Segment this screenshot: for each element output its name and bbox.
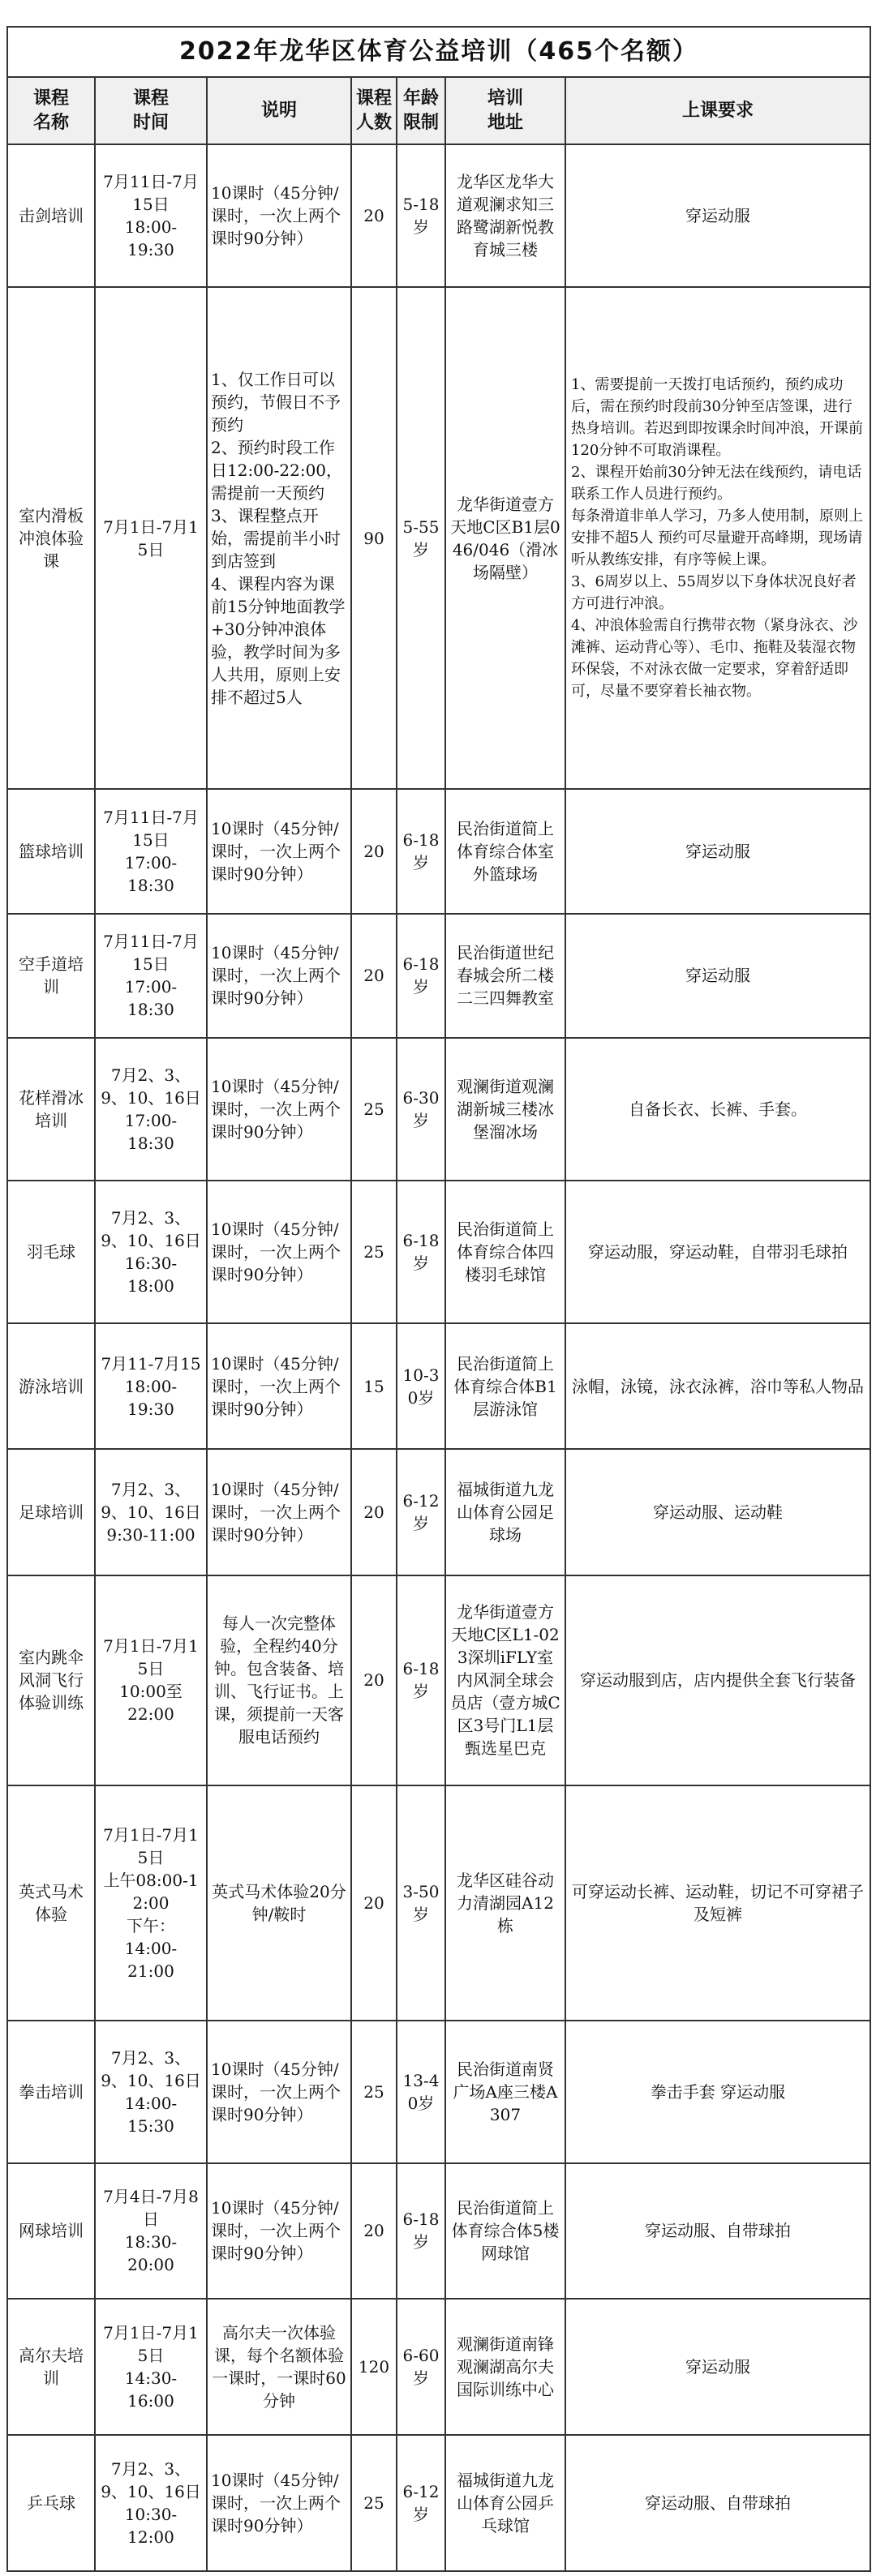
cell-course-time: 7月2、3、9、10、16日 14:00- 15:30	[95, 2021, 207, 2163]
cell-headcount: 20	[351, 1449, 397, 1575]
cell-requirements: 自备长衣、长裤、手套。	[565, 1038, 870, 1181]
header-row	[7, 77, 870, 144]
cell-description: 英式马术体验20分钟/鞍时	[207, 1785, 351, 2021]
cell-requirements: 穿运动服	[565, 789, 870, 913]
cell-address: 福城街道九龙山体育公园乒乓球馆	[445, 2435, 565, 2571]
cell-address: 观澜街道南锋观澜湖高尔夫国际训练中心	[445, 2299, 565, 2435]
cell-headcount: 25	[351, 1038, 397, 1181]
cell-course-time: 7月4日-7月8日 18:30- 20:00	[95, 2163, 207, 2300]
cell-course-time: 7月1日-7月15日	[95, 287, 207, 789]
cell-description: 10课时（45分钟/课时，一次上两个课时90分钟）	[207, 1038, 351, 1181]
header-course-name: 课程 名称	[7, 77, 95, 144]
table-row	[7, 2163, 870, 2300]
header-requirements: 上课要求	[565, 77, 870, 144]
cell-course-time: 7月11日-7月15日 17:00- 18:30	[95, 789, 207, 913]
cell-address: 龙华区龙华大道观澜求知三路鹭湖新悦教育城三楼	[445, 144, 565, 287]
table-row	[7, 144, 870, 287]
table-row	[7, 1323, 870, 1449]
cell-age-limit: 5-18岁	[397, 144, 445, 287]
cell-headcount: 20	[351, 144, 397, 287]
cell-description: 10课时（45分钟/课时，一次上两个课时90分钟）	[207, 789, 351, 913]
table-row	[7, 914, 870, 1038]
cell-age-limit: 10-30岁	[397, 1323, 445, 1449]
header-course-time: 课程 时间	[95, 77, 207, 144]
table-row	[7, 2435, 870, 2571]
table-row	[7, 1575, 870, 1785]
cell-course-name: 室内跳伞风洞飞行体验训练	[7, 1575, 95, 1785]
table-row	[7, 2021, 870, 2163]
cell-age-limit: 6-18岁	[397, 1181, 445, 1323]
cell-course-time: 7月1日-7月15日 14:30- 16:00	[95, 2299, 207, 2435]
cell-age-limit: 6-12岁	[397, 2435, 445, 2571]
table-row	[7, 2299, 870, 2435]
cell-headcount: 25	[351, 2021, 397, 2163]
cell-address: 福城街道九龙山体育公园足球场	[445, 1449, 565, 1575]
cell-age-limit: 13-40岁	[397, 2021, 445, 2163]
cell-description: 高尔夫一次体验课，每个名额体验一课时，一课时60分钟	[207, 2299, 351, 2435]
cell-requirements: 拳击手套 穿运动服	[565, 2021, 870, 2163]
cell-course-name: 羽毛球	[7, 1181, 95, 1323]
cell-headcount: 15	[351, 1323, 397, 1449]
cell-course-name: 击剑培训	[7, 144, 95, 287]
cell-description: 10课时（45分钟/课时，一次上两个课时90分钟）	[207, 914, 351, 1038]
cell-headcount: 20	[351, 1785, 397, 2021]
cell-address: 龙华街道壹方天地C区B1层046/046（滑冰场隔壁）	[445, 287, 565, 789]
table-title: 2022年龙华区体育公益培训（465个名额）	[7, 27, 870, 77]
cell-address: 民治街道简上体育综合体四楼羽毛球馆	[445, 1181, 565, 1323]
cell-age-limit: 6-18岁	[397, 2163, 445, 2300]
cell-age-limit: 6-18岁	[397, 1575, 445, 1785]
cell-headcount: 20	[351, 914, 397, 1038]
header-description: 说明	[207, 77, 351, 144]
cell-course-name: 空手道培训	[7, 914, 95, 1038]
cell-course-time: 7月1日-7月15日 上午08:00-12:00 下午： 14:00- 21:00	[95, 1785, 207, 2021]
header-address: 培训 地址	[445, 77, 565, 144]
table-row	[7, 1449, 870, 1575]
cell-course-name: 篮球培训	[7, 789, 95, 913]
cell-age-limit: 6-30岁	[397, 1038, 445, 1181]
cell-course-time: 7月11日-7月15日 17:00- 18:30	[95, 914, 207, 1038]
cell-age-limit: 6-60岁	[397, 2299, 445, 2435]
cell-address: 龙华街道壹方天地C区L1-023深圳iFLY室内风洞全球会员店（壹方城C区3号门L1层甄选星巴克	[445, 1575, 565, 1785]
table-row	[7, 789, 870, 913]
header-age-limit: 年龄 限制	[397, 77, 445, 144]
cell-headcount: 25	[351, 2435, 397, 2571]
table-row	[7, 1038, 870, 1181]
cell-headcount: 120	[351, 2299, 397, 2435]
cell-description: 10课时（45分钟/课时，一次上两个课时90分钟）	[207, 2435, 351, 2571]
cell-address: 民治街道简上体育综合体室外篮球场	[445, 789, 565, 913]
cell-requirements: 穿运动服、运动鞋	[565, 1449, 870, 1575]
cell-headcount: 90	[351, 287, 397, 789]
cell-headcount: 20	[351, 1575, 397, 1785]
cell-course-name: 游泳培训	[7, 1323, 95, 1449]
cell-age-limit: 3-50岁	[397, 1785, 445, 2021]
table-row	[7, 1181, 870, 1323]
cell-description: 1、仅工作日可以预约，节假日不予预约 2、预约时段工作日12:00-22:00，需提前一天预约 3、课程整点开始，需提前半小时到店签到 4、课程内容为课前15分钟地面教学+30分钟冲浪体验，教学时间为多人共用，原则上安排不超过5人	[207, 287, 351, 789]
cell-requirements: 1、需要提前一天拨打电话预约，预约成功后，需在预约时段前30分钟至店签课，进行热身培训。若迟到即按课余时间冲浪，开课前120分钟不可取消课程。 2、课程开始前30分钟无法在线预约，请电话联系工作人员进行预约。 每条滑道非单人学习，乃多人使用制，原则上安排不超5人 预约可尽量避开高峰期，现场请听从教练安排，有序等候上课。 3、6周岁以上、55周岁以下身体状况良好者方可进行冲浪。 4、冲浪体验需自行携带衣物（紧身泳衣、沙滩裤、运动背心等）、毛巾、拖鞋及装湿衣物环保袋，不对泳衣做一定要求，穿着舒适即可，尽量不要穿着长袖衣物。	[565, 287, 870, 789]
cell-description: 10课时（45分钟/课时，一次上两个课时90分钟）	[207, 1323, 351, 1449]
cell-requirements: 穿运动服、自带球拍	[565, 2435, 870, 2571]
cell-age-limit: 5-55岁	[397, 287, 445, 789]
cell-headcount: 20	[351, 789, 397, 913]
table-row	[7, 1785, 870, 2021]
cell-course-name: 花样滑冰培训	[7, 1038, 95, 1181]
cell-requirements: 穿运动服	[565, 144, 870, 287]
cell-course-time: 7月2、3、9、10、16日 16:30- 18:00	[95, 1181, 207, 1323]
cell-age-limit: 6-18岁	[397, 789, 445, 913]
cell-course-time: 7月1日-7月15日 10:00至 22:00	[95, 1575, 207, 1785]
cell-course-name: 英式马术体验	[7, 1785, 95, 2021]
cell-requirements: 穿运动服	[565, 914, 870, 1038]
cell-age-limit: 6-18岁	[397, 914, 445, 1038]
cell-course-name: 拳击培训	[7, 2021, 95, 2163]
cell-address: 观澜街道观澜湖新城三楼冰堡溜冰场	[445, 1038, 565, 1181]
table-row	[7, 287, 870, 789]
cell-requirements: 穿运动服到店，店内提供全套飞行装备	[565, 1575, 870, 1785]
header-headcount: 课程 人数	[351, 77, 397, 144]
cell-course-name: 网球培训	[7, 2163, 95, 2300]
cell-requirements: 可穿运动长裤、运动鞋，切记不可穿裙子及短裤	[565, 1785, 870, 2021]
cell-headcount: 25	[351, 1181, 397, 1323]
cell-address: 民治街道简上体育综合体B1层游泳馆	[445, 1323, 565, 1449]
cell-address: 龙华区硅谷动力清湖园A12栋	[445, 1785, 565, 2021]
cell-description: 10课时（45分钟/课时，一次上两个课时90分钟）	[207, 2163, 351, 2300]
training-table	[6, 26, 871, 2572]
cell-course-name: 高尔夫培训	[7, 2299, 95, 2435]
cell-address: 民治街道南贤广场A座三楼A307	[445, 2021, 565, 2163]
cell-requirements: 泳帽，泳镜，泳衣泳裤，浴巾等私人物品	[565, 1323, 870, 1449]
cell-course-time: 7月2、3、9、10、16日 9:30-11:00	[95, 1449, 207, 1575]
cell-course-name: 足球培训	[7, 1449, 95, 1575]
cell-course-name: 乒乓球	[7, 2435, 95, 2571]
cell-description: 10课时（45分钟/课时，一次上两个课时90分钟）	[207, 144, 351, 287]
cell-course-name: 室内滑板冲浪体验课	[7, 287, 95, 789]
cell-requirements: 穿运动服、自带球拍	[565, 2163, 870, 2300]
cell-headcount: 20	[351, 2163, 397, 2300]
cell-description: 每人一次完整体验，全程约40分钟。包含装备、培训、飞行证书。上课，须提前一天客服电话预约	[207, 1575, 351, 1785]
cell-course-time: 7月2、3、9、10、16日 17:00- 18:30	[95, 1038, 207, 1181]
cell-course-time: 7月2、3、9、10、16日 10:30- 12:00	[95, 2435, 207, 2571]
cell-course-time: 7月11-7月15 18:00- 19:30	[95, 1323, 207, 1449]
cell-address: 民治街道世纪春城会所二楼二三四舞教室	[445, 914, 565, 1038]
title-row	[7, 27, 870, 77]
cell-address: 民治街道简上体育综合体5楼网球馆	[445, 2163, 565, 2300]
cell-requirements: 穿运动服，穿运动鞋，自带羽毛球拍	[565, 1181, 870, 1323]
cell-course-time: 7月11日-7月15日 18:00- 19:30	[95, 144, 207, 287]
cell-description: 10课时（45分钟/课时，一次上两个课时90分钟）	[207, 1449, 351, 1575]
cell-description: 10课时（45分钟/课时，一次上两个课时90分钟）	[207, 1181, 351, 1323]
cell-description: 10课时（45分钟/课时，一次上两个课时90分钟）	[207, 2021, 351, 2163]
cell-age-limit: 6-12岁	[397, 1449, 445, 1575]
cell-requirements: 穿运动服	[565, 2299, 870, 2435]
